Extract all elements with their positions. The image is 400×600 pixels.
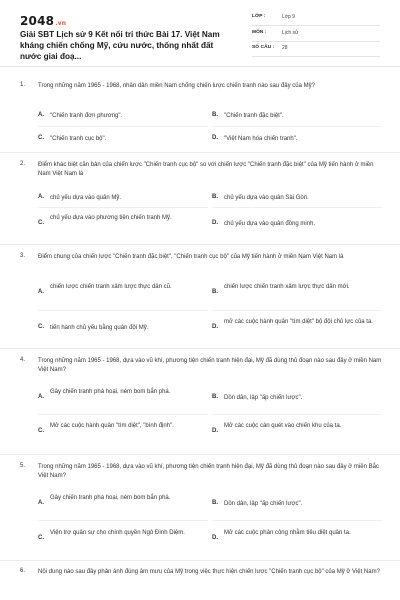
meta-label: SỐ CÂU : <box>252 45 275 50</box>
option-divider <box>212 310 382 311</box>
option-4b[interactable] <box>212 394 382 408</box>
question-divider <box>0 348 400 349</box>
question-number: 2. <box>20 161 26 167</box>
option-text: chủ yếu dựa vào quân đồng minh. <box>224 221 316 227</box>
option-letter: D. <box>212 428 218 434</box>
option-letter: D. <box>212 220 218 226</box>
meta-label: LỚP : <box>252 14 266 19</box>
option-2c[interactable] <box>38 214 208 236</box>
option-text: mở các cuộc hành quân "tìm diệt" bộ đội chủ lực của ta. <box>224 319 373 325</box>
option-1d[interactable] <box>212 135 382 149</box>
option-divider <box>212 207 382 208</box>
option-divider <box>38 126 208 127</box>
question-number: 5. <box>20 463 26 469</box>
option-divider <box>38 520 208 521</box>
option-text: chiến lược chiến tranh xâm lược thực dân mới. <box>224 284 350 290</box>
option-5b[interactable] <box>212 500 382 514</box>
option-3d[interactable] <box>212 318 382 340</box>
question-divider <box>0 152 400 153</box>
meta-label: MÔN : <box>252 30 267 35</box>
question-number: 6. <box>20 568 26 574</box>
option-text: chiến lược chiến tranh xâm lược thực dân cũ. <box>50 284 172 290</box>
meta-value: Lớp 9 <box>282 14 296 20</box>
meta-count <box>252 43 380 57</box>
option-letter: B. <box>212 394 218 400</box>
question-number: 4. <box>20 357 26 363</box>
page-header <box>0 0 400 66</box>
option-divider <box>212 520 382 521</box>
option-2a[interactable] <box>38 194 208 208</box>
page-title: Giải SBT Lịch sử 9 Kết nối tri thức Bài 17. Việt Nam kháng chiến chống Mỹ, cứu nước, thống nhất đất nước giai đoạ... <box>20 30 220 62</box>
option-1a[interactable] <box>38 112 208 126</box>
option-letter: A. <box>38 112 44 118</box>
option-letter: A. <box>38 500 44 506</box>
option-letter: A. <box>38 394 44 400</box>
logo-text: 2048 <box>20 14 55 28</box>
meta-divider <box>252 25 380 26</box>
question-text: Nội dung nào sau đây phản ánh đúng âm mưu của Mỹ trong việc thực hiện chiến lược "Chiến tranh cục bộ" của Mỹ ở Việt Nam? <box>38 569 380 575</box>
logo-suffix: .vn <box>55 20 67 27</box>
option-letter: C. <box>38 220 44 226</box>
option-divider <box>212 126 382 127</box>
option-5d[interactable] <box>212 529 382 551</box>
option-text: Dồn dân, lập "ấp chiến lược". <box>224 395 303 401</box>
option-2b[interactable] <box>212 194 382 208</box>
option-divider <box>38 414 208 415</box>
site-logo[interactable] <box>20 14 66 28</box>
option-5a[interactable] <box>38 494 208 516</box>
option-text: chủ yếu dựa vào quân Mỹ. <box>50 195 122 201</box>
option-5c[interactable] <box>38 529 208 551</box>
option-letter: A. <box>38 194 44 200</box>
question-divider <box>0 454 400 455</box>
option-1b[interactable] <box>212 112 382 126</box>
option-divider <box>38 207 208 208</box>
option-text: chủ yếu dựa vào quân Sài Gòn. <box>224 195 309 201</box>
option-text: Mở các cuộc phản công nhằm tiêu diệt quân ta. <box>224 530 351 536</box>
question-text: Điểm chung của chiến lược "Chiến tranh đặc biệt", "Chiến tranh cục bộ" của Mỹ tiến hành ở miền Nam Việt Nam là <box>38 254 344 260</box>
option-3c[interactable] <box>38 324 208 338</box>
option-3b[interactable] <box>212 283 382 305</box>
option-letter: C. <box>38 135 44 141</box>
option-divider <box>212 414 382 415</box>
question-text: Trong những năm 1965 - 1968, dựa vào vũ khí, phương tiện chiến tranh hiện đại, Mỹ đã dùng thủ đoạn nào sau đây ở miền Bắc Việt Nam? <box>38 464 379 480</box>
option-1c[interactable] <box>38 135 208 149</box>
meta-value: Lịch sử <box>282 30 299 36</box>
option-text: Viện trợ quân sự cho chính quyền Ngô Đình Diệm. <box>50 530 185 536</box>
option-text: "Chiến tranh đơn phương". <box>50 113 123 119</box>
option-letter: B. <box>212 289 218 295</box>
header-divider <box>0 66 400 67</box>
option-text: "Chiến tranh đặc biệt". <box>224 113 284 119</box>
option-text: tiến hành chủ yếu bằng quân đội Mỹ. <box>50 325 149 331</box>
option-letter: D. <box>212 535 218 541</box>
meta-class <box>252 12 380 26</box>
option-letter: B. <box>212 194 218 200</box>
meta-subject <box>252 28 380 42</box>
option-letter: C. <box>38 324 44 330</box>
option-text: Dồn dân, lập "ấp chiến lược". <box>224 501 303 507</box>
option-4a[interactable] <box>38 388 208 410</box>
meta-divider <box>252 41 380 42</box>
option-text: chủ yếu dựa vào phương tiện chiến tranh Mỹ. <box>50 215 172 221</box>
question-text: Trong những năm 1965 - 1968, dựa vào vũ khí, phương tiện chiến tranh hiện đại, Mỹ đã dùng thủ đoạn nào sau đây ở miền Nam Việt Nam? <box>38 358 382 374</box>
meta-value: 28 <box>282 45 288 51</box>
option-text: Mở các cuộc càn quét vào chiến khu của ta. <box>224 423 342 429</box>
option-letter: C. <box>38 535 44 541</box>
option-letter: D. <box>212 135 218 141</box>
question-number: 3. <box>20 253 26 259</box>
question-number: 1. <box>20 82 26 88</box>
question-text: Điểm khác biệt căn bản của chiến lược "Chiến tranh cục bộ" so với chiến lược "Chiến tranh đặc biệt" của Mỹ tiến hành ở miền Nam Việt Nam là <box>38 162 374 178</box>
option-3a[interactable] <box>38 283 208 305</box>
option-4c[interactable] <box>38 422 208 444</box>
option-4d[interactable] <box>212 422 382 444</box>
option-text: Gây chiến tranh phá hoại, ném bom bắn phá. <box>50 495 171 501</box>
option-letter: A. <box>38 289 44 295</box>
option-letter: C. <box>38 428 44 434</box>
option-2d[interactable] <box>212 220 382 234</box>
option-text: "Việt Nam hóa chiến tranh". <box>224 136 298 142</box>
option-letter: D. <box>212 324 218 330</box>
option-letter: B. <box>212 500 218 506</box>
option-divider <box>38 310 208 311</box>
option-text: "Chiến tranh cục bộ". <box>50 136 107 142</box>
question-divider <box>0 560 400 561</box>
option-text: Mở các cuộc hành quân "tìm diệt", "bình định". <box>50 423 174 429</box>
question-divider <box>0 244 400 245</box>
meta-divider <box>252 56 380 57</box>
option-letter: B. <box>212 112 218 118</box>
question-text: Trong những năm 1965 - 1968, nhân dân miền Nam chống chiến lược chiến tranh nào sau đây của Mỹ? <box>38 83 315 89</box>
option-text: Gây chiến tranh phá hoại, ném bom bắn phá. <box>50 389 171 395</box>
